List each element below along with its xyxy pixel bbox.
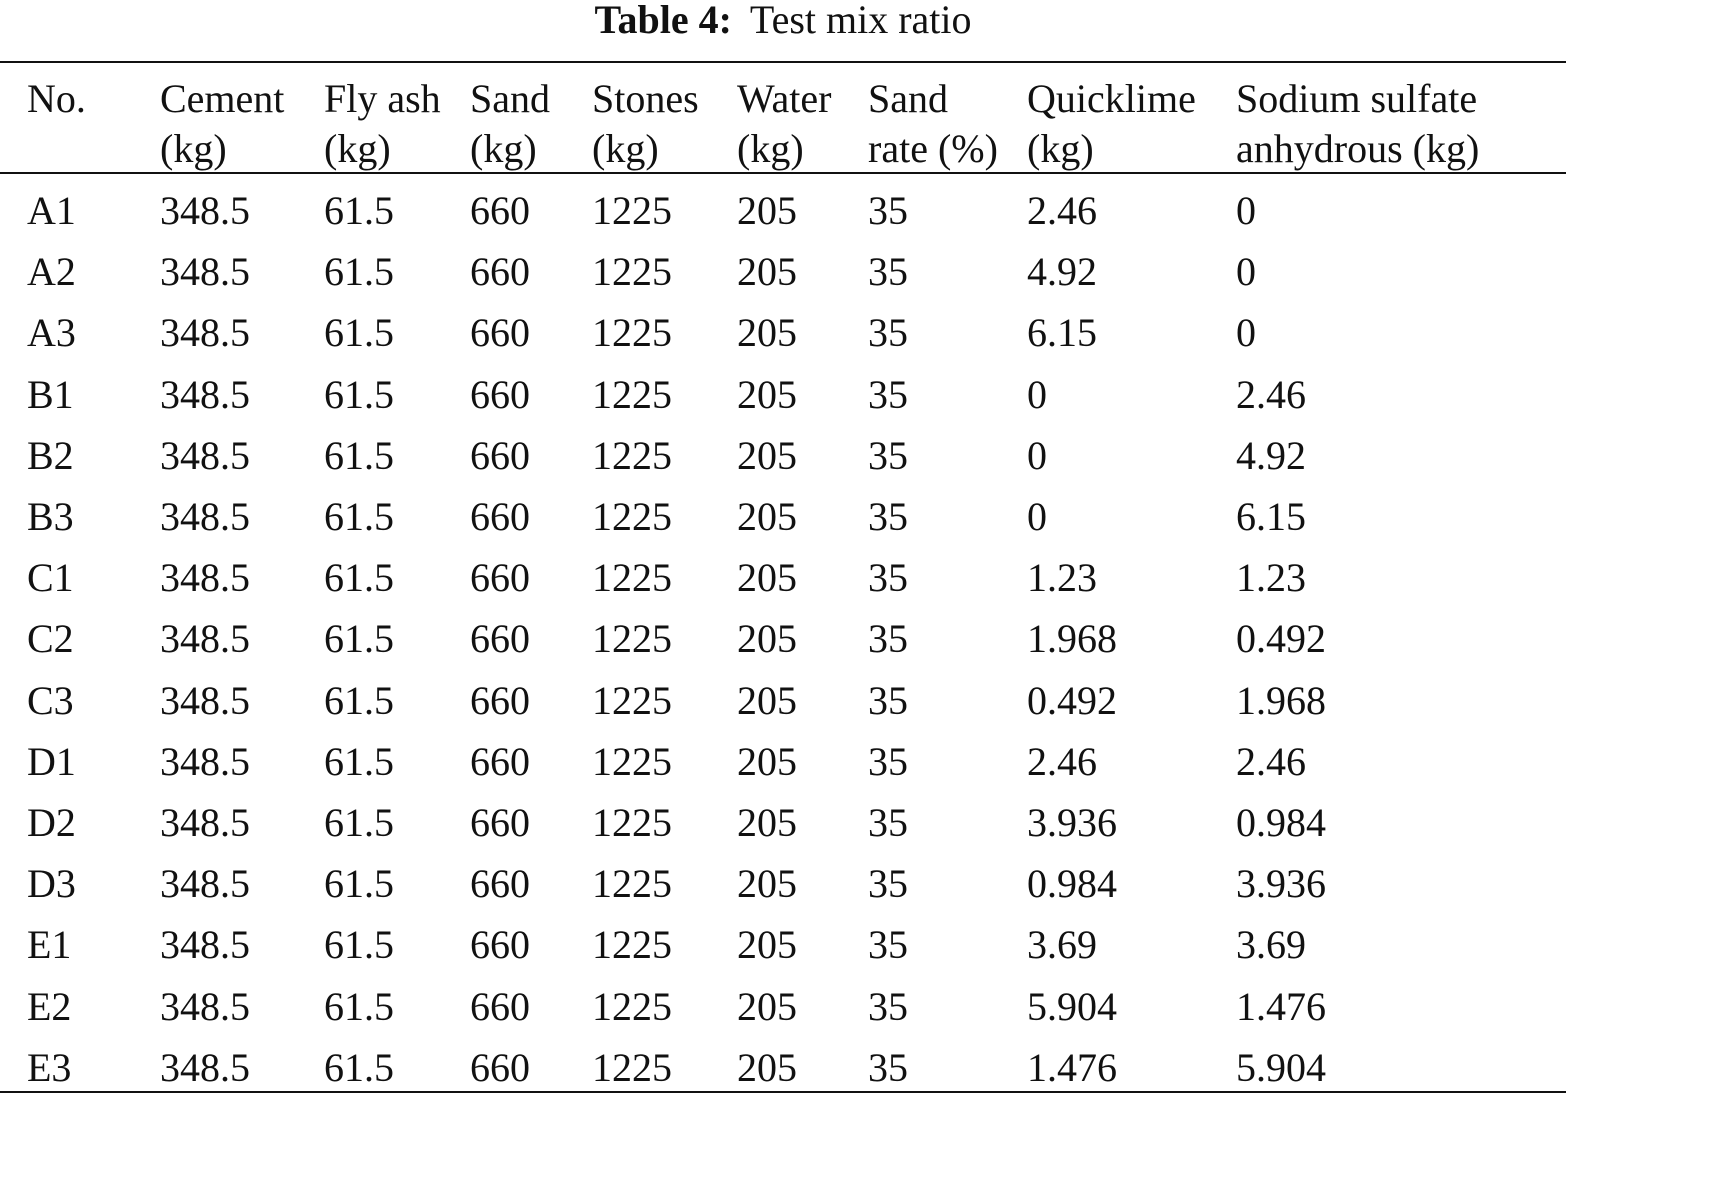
cell-quicklime: 6.15 — [1027, 310, 1097, 356]
cell-sand: 660 — [470, 616, 530, 662]
table-row — [0, 976, 1566, 1037]
header-sodium-sulfate-line: anhydrous (kg) — [1236, 126, 1480, 171]
cell-quicklime: 1.476 — [1027, 1044, 1117, 1090]
cell-no: D3 — [27, 861, 76, 907]
cell-sand: 660 — [470, 555, 530, 601]
header-cement — [160, 74, 284, 174]
header-cement-line: Cement — [160, 76, 285, 121]
table-row — [0, 670, 1566, 731]
cell-cement: 348.5 — [160, 800, 250, 845]
table-row — [0, 792, 1566, 853]
cell-water: 205 — [737, 861, 797, 907]
cell-quicklime: 5.904 — [1027, 983, 1117, 1029]
cell-sand-rate: 35 — [868, 677, 908, 723]
cell-sand-rate: 35 — [868, 922, 908, 968]
cell-sodium-sulfate: 0.492 — [1236, 616, 1326, 662]
header-sand-line: Sand — [470, 76, 550, 121]
cell-sand: 660 — [470, 494, 530, 539]
table-row — [0, 364, 1566, 425]
cell-sand-rate: 35 — [868, 861, 908, 907]
cell-sand: 660 — [470, 1044, 530, 1090]
header-sand — [470, 74, 550, 174]
cell-fly-ash: 61.5 — [324, 738, 394, 784]
cell-quicklime: 0 — [1027, 432, 1047, 478]
cell-quicklime: 1.968 — [1027, 616, 1117, 662]
cell-fly-ash: 61.5 — [324, 188, 394, 233]
header-no — [27, 74, 86, 174]
cell-sodium-sulfate: 0 — [1236, 249, 1256, 295]
cell-quicklime: 4.92 — [1027, 249, 1097, 295]
header-sand-line: (kg) — [470, 126, 537, 171]
header-sand-rate — [868, 74, 998, 174]
cell-fly-ash: 61.5 — [324, 1044, 394, 1090]
cell-cement: 348.5 — [160, 494, 250, 539]
cell-no: A3 — [27, 310, 76, 356]
header-quicklime-line: (kg) — [1027, 126, 1094, 171]
header-water-line: (kg) — [737, 126, 804, 171]
header-no-line: No. — [27, 76, 86, 121]
cell-stones: 1225 — [592, 432, 672, 478]
header-stones-line: Stones — [592, 76, 699, 121]
header-water — [737, 74, 832, 174]
cell-no: C1 — [27, 555, 74, 601]
table-row — [0, 608, 1566, 669]
cell-no: E3 — [27, 1044, 72, 1090]
cell-fly-ash: 61.5 — [324, 922, 394, 968]
cell-sodium-sulfate: 4.92 — [1236, 432, 1306, 478]
cell-quicklime: 1.23 — [1027, 555, 1097, 601]
cell-sand: 660 — [470, 983, 530, 1029]
cell-sodium-sulfate: 3.936 — [1236, 861, 1326, 907]
cell-fly-ash: 61.5 — [324, 800, 394, 845]
cell-sand-rate: 35 — [868, 432, 908, 478]
cell-sodium-sulfate: 1.476 — [1236, 983, 1326, 1029]
table-row — [0, 1037, 1566, 1098]
cell-water: 205 — [737, 800, 797, 845]
cell-sand: 660 — [470, 310, 530, 356]
cell-cement: 348.5 — [160, 188, 250, 233]
cell-water: 205 — [737, 922, 797, 968]
cell-sand: 660 — [470, 861, 530, 907]
cell-sand: 660 — [470, 677, 530, 723]
cell-fly-ash: 61.5 — [324, 249, 394, 295]
cell-no: B1 — [27, 371, 74, 417]
cell-sodium-sulfate: 5.904 — [1236, 1044, 1326, 1090]
cell-cement: 348.5 — [160, 861, 250, 907]
cell-stones: 1225 — [592, 371, 672, 417]
header-fly-ash-line: Fly ash — [324, 76, 441, 121]
cell-sodium-sulfate: 2.46 — [1236, 738, 1306, 784]
cell-fly-ash: 61.5 — [324, 616, 394, 662]
cell-cement: 348.5 — [160, 983, 250, 1029]
cell-water: 205 — [737, 371, 797, 417]
cell-sand: 660 — [470, 800, 530, 845]
header-quicklime-line: Quicklime — [1027, 76, 1196, 121]
cell-quicklime: 2.46 — [1027, 738, 1097, 784]
cell-fly-ash: 61.5 — [324, 371, 394, 417]
header-sodium-sulfate-line: Sodium sulfate — [1236, 76, 1478, 121]
cell-sand-rate: 35 — [868, 310, 908, 356]
cell-sand-rate: 35 — [868, 188, 908, 233]
cell-sodium-sulfate: 1.23 — [1236, 555, 1306, 601]
header-fly-ash-line: (kg) — [324, 126, 391, 171]
cell-no: B3 — [27, 494, 74, 539]
cell-quicklime: 3.936 — [1027, 800, 1117, 845]
header-sand-rate-line: Sand — [868, 76, 948, 121]
cell-water: 205 — [737, 677, 797, 723]
cell-sand-rate: 35 — [868, 555, 908, 601]
table-row — [0, 486, 1566, 547]
header-stones-line: (kg) — [592, 126, 659, 171]
table-row — [0, 425, 1566, 486]
cell-water: 205 — [737, 188, 797, 233]
cell-stones: 1225 — [592, 922, 672, 968]
header-fly-ash — [324, 74, 441, 174]
cell-cement: 348.5 — [160, 616, 250, 662]
cell-cement: 348.5 — [160, 555, 250, 601]
caption-label: Table 4: — [594, 0, 732, 42]
table-row — [0, 302, 1566, 363]
table-caption — [0, 0, 1566, 40]
cell-no: B2 — [27, 432, 74, 478]
cell-quicklime: 2.46 — [1027, 188, 1097, 233]
cell-fly-ash: 61.5 — [324, 432, 394, 478]
cell-fly-ash: 61.5 — [324, 677, 394, 723]
cell-cement: 348.5 — [160, 922, 250, 968]
cell-stones: 1225 — [592, 616, 672, 662]
cell-no: D2 — [27, 800, 76, 845]
cell-fly-ash: 61.5 — [324, 861, 394, 907]
cell-cement: 348.5 — [160, 738, 250, 784]
cell-sand-rate: 35 — [868, 616, 908, 662]
cell-sodium-sulfate: 1.968 — [1236, 677, 1326, 723]
table-row — [0, 853, 1566, 914]
cell-quicklime: 0 — [1027, 371, 1047, 417]
cell-sand-rate: 35 — [868, 249, 908, 295]
cell-stones: 1225 — [592, 677, 672, 723]
caption-title: Test mix ratio — [749, 0, 972, 42]
table-row — [0, 241, 1566, 302]
cell-cement: 348.5 — [160, 310, 250, 356]
cell-water: 205 — [737, 432, 797, 478]
cell-sand: 660 — [470, 432, 530, 478]
header-no-line — [27, 124, 86, 174]
cell-fly-ash: 61.5 — [324, 555, 394, 601]
cell-sodium-sulfate: 0.984 — [1236, 800, 1326, 845]
cell-stones: 1225 — [592, 738, 672, 784]
cell-sodium-sulfate: 0 — [1236, 188, 1256, 233]
cell-sand-rate: 35 — [868, 1044, 908, 1090]
top-rule — [0, 61, 1566, 63]
cell-water: 205 — [737, 249, 797, 295]
cell-sodium-sulfate: 0 — [1236, 310, 1256, 356]
cell-no: A2 — [27, 249, 76, 295]
cell-quicklime: 0 — [1027, 494, 1047, 539]
cell-stones: 1225 — [592, 188, 672, 233]
cell-fly-ash: 61.5 — [324, 983, 394, 1029]
cell-cement: 348.5 — [160, 432, 250, 478]
header-stones — [592, 74, 699, 174]
cell-sodium-sulfate: 2.46 — [1236, 371, 1306, 417]
cell-no: E1 — [27, 922, 72, 968]
cell-stones: 1225 — [592, 800, 672, 845]
cell-sodium-sulfate: 6.15 — [1236, 494, 1306, 539]
cell-water: 205 — [737, 616, 797, 662]
cell-quicklime: 3.69 — [1027, 922, 1097, 968]
cell-sand-rate: 35 — [868, 800, 908, 845]
cell-sand-rate: 35 — [868, 494, 908, 539]
cell-stones: 1225 — [592, 555, 672, 601]
cell-no: C3 — [27, 677, 74, 723]
cell-no: E2 — [27, 983, 72, 1029]
cell-fly-ash: 61.5 — [324, 310, 394, 356]
table-row — [0, 731, 1566, 792]
header-water-line: Water — [737, 76, 832, 121]
cell-stones: 1225 — [592, 861, 672, 907]
cell-stones: 1225 — [592, 1044, 672, 1090]
header-quicklime — [1027, 74, 1196, 174]
cell-water: 205 — [737, 738, 797, 784]
cell-quicklime: 0.984 — [1027, 861, 1117, 907]
cell-stones: 1225 — [592, 983, 672, 1029]
table-row — [0, 914, 1566, 975]
cell-sand-rate: 35 — [868, 983, 908, 1029]
cell-sand-rate: 35 — [868, 738, 908, 784]
cell-cement: 348.5 — [160, 371, 250, 417]
table-row — [0, 547, 1566, 608]
cell-stones: 1225 — [592, 494, 672, 539]
cell-water: 205 — [737, 1044, 797, 1090]
cell-fly-ash: 61.5 — [324, 494, 394, 539]
cell-water: 205 — [737, 494, 797, 539]
header-sand-rate-line: rate (%) — [868, 126, 998, 171]
table-row — [0, 180, 1566, 241]
cell-sand: 660 — [470, 249, 530, 295]
cell-water: 205 — [737, 983, 797, 1029]
header-cement-line: (kg) — [160, 126, 227, 171]
cell-sand: 660 — [470, 188, 530, 233]
cell-sand: 660 — [470, 738, 530, 784]
cell-cement: 348.5 — [160, 677, 250, 723]
cell-stones: 1225 — [592, 310, 672, 356]
cell-water: 205 — [737, 310, 797, 356]
cell-cement: 348.5 — [160, 249, 250, 295]
cell-water: 205 — [737, 555, 797, 601]
cell-no: A1 — [27, 188, 76, 233]
cell-no: C2 — [27, 616, 74, 662]
cell-sand: 660 — [470, 922, 530, 968]
cell-stones: 1225 — [592, 249, 672, 295]
cell-quicklime: 0.492 — [1027, 677, 1117, 723]
cell-no: D1 — [27, 738, 76, 784]
cell-sand-rate: 35 — [868, 371, 908, 417]
cell-sodium-sulfate: 3.69 — [1236, 922, 1306, 968]
cell-sand: 660 — [470, 371, 530, 417]
cell-cement: 348.5 — [160, 1044, 250, 1090]
header-sodium-sulfate — [1236, 74, 1479, 174]
